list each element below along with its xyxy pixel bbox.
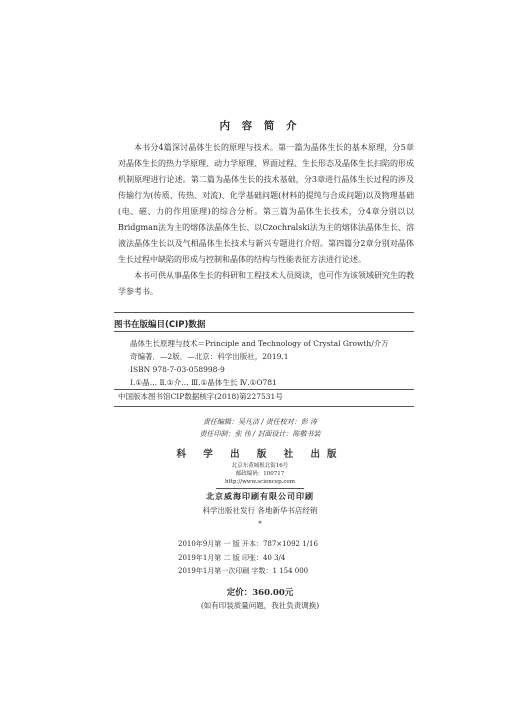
printer-name: 北京威海印刷有限公司印刷 [206, 491, 314, 501]
quality-notice: (如有印装质量问题，我社负责调换) [200, 601, 320, 610]
publication-data [178, 538, 378, 579]
publisher-website: http://www.sciencep.com [225, 479, 295, 485]
editor-credits [0, 416, 520, 440]
editor-line-1: 责任编辑：吴凡洁 / 责任校对：彭 涛 [202, 418, 318, 426]
editor-line-2: 责任印制：张 伟 / 封面设计：陈敬书装 [199, 430, 321, 438]
distribution-line: 科学出版社发行 各地新华书店经销 [202, 506, 318, 515]
cip-data-number: 中国版本图书馆CIP数据核字(2018)第227531号 [118, 392, 283, 401]
book-price: 定价：360.00元 [226, 588, 294, 598]
pubdata-row-2: 2019年1月第 二 版 印张：40 3/4 [178, 553, 286, 562]
pubdata-row-1: 2010年9月第 一 版 开本：787×1092 1/16 [178, 540, 318, 548]
content-summary [118, 140, 414, 300]
divider-publisher [216, 488, 304, 489]
summary-paragraph-1: 本书分4篇深讨晶体生长的原理与技术。第一篇为晶体生长的基本原理，分5章对晶体生长的热力学原理、动力学原理、界面过程、生长形态及晶体生长扫陷的形成机制原理进行论述。第二篇为晶体生长的技术基础，分3章进行晶体生长过程的涉及传输行为(传质、传热、对流)、化学基础问题(材料的提纯与合成问题)以及物理基础(电、磁、力的作用原理)的综合分析。第三篇为晶体生长技术，分4章分别以以Bridgman法为主的熔体法晶体生长、以Czochralski法为主的熔体法晶体生长、溶液法晶体生长以及气相晶体生长技术与新兴专题进行介绍。第四篇分2章分别对晶体生长过程中缺陷的形成与控制和晶体的结构与性能表征方法进行论述。 [118, 143, 414, 264]
cip-header: 图书在版编目(CIP)数据 [114, 320, 206, 330]
cip-line-title: 晶体生长原理与技术＝Principle and Technology of Crystal Growth/介万 [130, 339, 389, 348]
publisher-address: 北京东黄城根北街16号 [231, 463, 289, 469]
divider-top [114, 312, 414, 313]
cip-record [130, 337, 415, 389]
publisher-info [0, 462, 520, 486]
publisher-name: 科 学 出 版 社 出版 [176, 449, 344, 460]
divider-cip-bottom [114, 406, 414, 407]
cip-line-classification: Ⅰ.①晶… Ⅱ.①介… Ⅲ.①晶体生长 Ⅳ.①O781 [130, 378, 277, 387]
divider-cip-header [114, 331, 414, 332]
summary-paragraph-2: 本书可供从事晶体生长的科研和工程技术人员阅读，也可作为该领域研究生的教学参考书。 [118, 271, 414, 296]
pubdata-row-3: 2019年1月第一次印刷 字数：1 154 000 [178, 567, 309, 575]
section-title: 内 容 简 介 [219, 120, 301, 132]
cip-line-edition: 奇编著．—2版．—北京：科学出版社，2019.1 [130, 352, 289, 361]
publisher-postcode: 邮政编码：100717 [235, 471, 285, 477]
cip-line-isbn: ISBN 978-7-03-058998-9 [130, 365, 225, 374]
separator-star: * [258, 520, 262, 528]
